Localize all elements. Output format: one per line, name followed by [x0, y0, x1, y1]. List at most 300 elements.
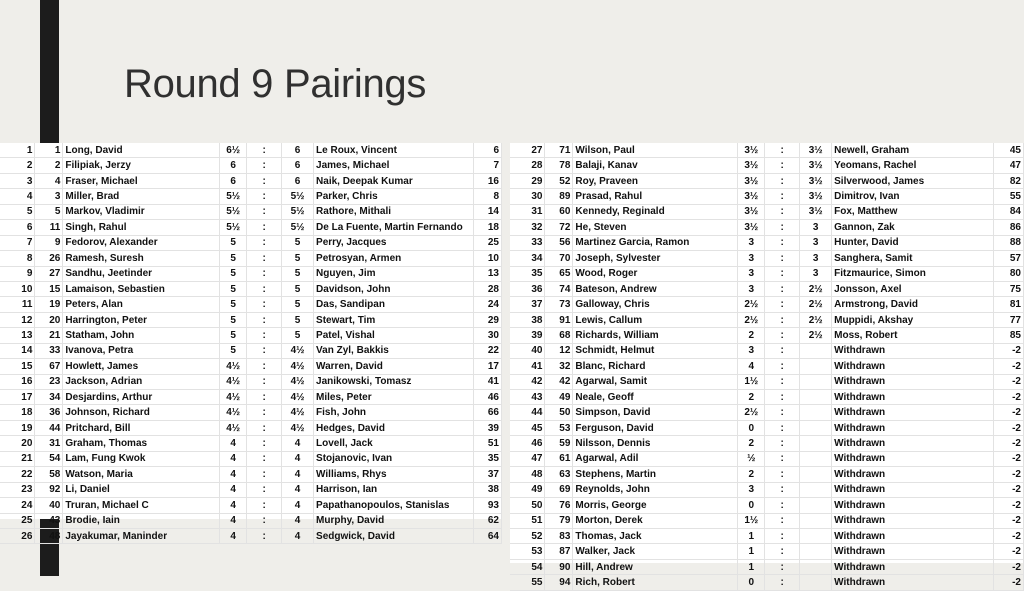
black-seed-cell: 85 — [993, 328, 1023, 343]
black-score-cell: 4 — [282, 498, 314, 513]
white-score-cell: 4 — [220, 528, 247, 543]
black-score-cell: 3½ — [800, 158, 832, 173]
white-seed-cell: 89 — [545, 189, 573, 204]
black-seed-cell: -2 — [993, 513, 1023, 528]
separator-cell: : — [247, 143, 282, 158]
white-seed-cell: 69 — [545, 482, 573, 497]
black-player-cell: Rathore, Mithali — [314, 204, 474, 219]
black-score-cell: 5½ — [282, 189, 314, 204]
black-seed-cell: 57 — [993, 251, 1023, 266]
table-row — [510, 436, 1024, 451]
black-score-cell: 2½ — [800, 297, 832, 312]
white-seed-cell: 74 — [545, 281, 573, 296]
board-number-cell: 30 — [510, 189, 545, 204]
black-player-cell: Withdrawn — [832, 467, 994, 482]
separator-cell: : — [765, 266, 800, 281]
white-seed-cell: 2 — [35, 158, 63, 173]
separator-cell: : — [765, 328, 800, 343]
separator-cell: : — [247, 297, 282, 312]
black-score-cell: 4½ — [282, 390, 314, 405]
board-number-cell: 5 — [0, 204, 35, 219]
white-player-cell: Graham, Thomas — [63, 436, 220, 451]
black-seed-cell: 7 — [474, 158, 502, 173]
white-seed-cell: 12 — [545, 343, 573, 358]
table-row — [0, 297, 502, 312]
board-number-cell: 50 — [510, 498, 545, 513]
white-seed-cell: 79 — [545, 513, 573, 528]
separator-cell: : — [765, 420, 800, 435]
separator-cell: : — [247, 328, 282, 343]
white-seed-cell: 52 — [545, 173, 573, 188]
black-score-cell: 2½ — [800, 281, 832, 296]
white-seed-cell: 87 — [545, 544, 573, 559]
white-seed-cell: 44 — [35, 420, 63, 435]
table-row — [0, 235, 502, 250]
white-player-cell: Brodie, Iain — [63, 513, 220, 528]
white-player-cell: Fedorov, Alexander — [63, 235, 220, 250]
white-seed-cell: 31 — [35, 436, 63, 451]
table-row — [510, 467, 1024, 482]
black-seed-cell: 38 — [474, 482, 502, 497]
black-seed-cell: -2 — [993, 343, 1023, 358]
white-score-cell: 1½ — [738, 513, 765, 528]
board-number-cell: 4 — [0, 189, 35, 204]
slide-title: Round 9 Pairings — [124, 62, 427, 106]
white-seed-cell: 56 — [545, 235, 573, 250]
white-player-cell: Rich, Robert — [573, 575, 738, 590]
white-score-cell: 2 — [738, 390, 765, 405]
black-player-cell: Warren, David — [314, 359, 474, 374]
black-player-cell: Harrison, Ian — [314, 482, 474, 497]
table-row — [0, 498, 502, 513]
white-player-cell: Filipiak, Jerzy — [63, 158, 220, 173]
white-score-cell: ½ — [738, 451, 765, 466]
black-player-cell: Withdrawn — [832, 405, 994, 420]
black-seed-cell: 80 — [993, 266, 1023, 281]
white-score-cell: 2 — [738, 328, 765, 343]
white-player-cell: Morris, George — [573, 498, 738, 513]
white-seed-cell: 58 — [35, 467, 63, 482]
black-player-cell: James, Michael — [314, 158, 474, 173]
black-seed-cell: 77 — [993, 312, 1023, 327]
separator-cell: : — [765, 482, 800, 497]
black-score-cell — [800, 467, 832, 482]
white-player-cell: Kennedy, Reginald — [573, 204, 738, 219]
black-seed-cell: -2 — [993, 359, 1023, 374]
black-score-cell — [800, 498, 832, 513]
black-seed-cell: -2 — [993, 374, 1023, 389]
board-number-cell: 47 — [510, 451, 545, 466]
separator-cell: : — [765, 297, 800, 312]
black-player-cell: Withdrawn — [832, 343, 994, 358]
separator-cell: : — [765, 436, 800, 451]
white-score-cell: 5 — [220, 281, 247, 296]
board-number-cell: 17 — [0, 390, 35, 405]
table-row — [510, 189, 1024, 204]
black-seed-cell: -2 — [993, 436, 1023, 451]
white-score-cell: 5 — [220, 343, 247, 358]
board-number-cell: 39 — [510, 328, 545, 343]
table-row — [0, 281, 502, 296]
table-row — [510, 390, 1024, 405]
table-row — [0, 528, 502, 543]
separator-cell: : — [765, 281, 800, 296]
black-player-cell: Armstrong, David — [832, 297, 994, 312]
board-number-cell: 29 — [510, 173, 545, 188]
separator-cell: : — [247, 204, 282, 219]
black-player-cell: Withdrawn — [832, 498, 994, 513]
board-number-cell: 25 — [0, 513, 35, 528]
table-row — [0, 405, 502, 420]
table-row — [0, 374, 502, 389]
white-score-cell: 3½ — [738, 189, 765, 204]
black-score-cell — [800, 343, 832, 358]
white-player-cell: Wood, Roger — [573, 266, 738, 281]
separator-cell: : — [765, 528, 800, 543]
separator-cell: : — [247, 528, 282, 543]
white-seed-cell: 94 — [545, 575, 573, 590]
white-player-cell: Singh, Rahul — [63, 220, 220, 235]
black-seed-cell: -2 — [993, 544, 1023, 559]
white-player-cell: Schmidt, Helmut — [573, 343, 738, 358]
white-score-cell: 1½ — [738, 374, 765, 389]
white-seed-cell: 72 — [545, 220, 573, 235]
white-player-cell: Simpson, David — [573, 405, 738, 420]
separator-cell: : — [765, 235, 800, 250]
white-seed-cell: 32 — [545, 359, 573, 374]
board-number-cell: 18 — [0, 405, 35, 420]
separator-cell: : — [247, 390, 282, 405]
table-row — [0, 390, 502, 405]
white-seed-cell: 90 — [545, 559, 573, 574]
black-seed-cell: 55 — [993, 189, 1023, 204]
table-row — [510, 281, 1024, 296]
board-number-cell: 54 — [510, 559, 545, 574]
white-player-cell: Harrington, Peter — [63, 312, 220, 327]
board-number-cell: 3 — [0, 173, 35, 188]
board-number-cell: 46 — [510, 436, 545, 451]
white-seed-cell: 60 — [545, 204, 573, 219]
board-number-cell: 28 — [510, 158, 545, 173]
white-seed-cell: 21 — [35, 328, 63, 343]
white-score-cell: 0 — [738, 420, 765, 435]
board-number-cell: 21 — [0, 451, 35, 466]
white-score-cell: 4½ — [220, 390, 247, 405]
black-seed-cell: 24 — [474, 297, 502, 312]
white-score-cell: 3 — [738, 266, 765, 281]
white-score-cell: 4 — [220, 513, 247, 528]
black-score-cell: 3 — [800, 220, 832, 235]
black-player-cell: Withdrawn — [832, 575, 994, 590]
black-score-cell: 5 — [282, 328, 314, 343]
separator-cell: : — [247, 436, 282, 451]
table-row — [0, 189, 502, 204]
black-score-cell: 5½ — [282, 220, 314, 235]
black-player-cell: Muppidi, Akshay — [832, 312, 994, 327]
separator-cell: : — [247, 359, 282, 374]
table-row — [510, 559, 1024, 574]
white-seed-cell: 5 — [35, 204, 63, 219]
white-seed-cell: 92 — [35, 482, 63, 497]
white-player-cell: Stephens, Martin — [573, 467, 738, 482]
black-score-cell — [800, 528, 832, 543]
board-number-cell: 12 — [0, 312, 35, 327]
white-player-cell: Miller, Brad — [63, 189, 220, 204]
black-player-cell: Withdrawn — [832, 390, 994, 405]
white-player-cell: Li, Daniel — [63, 482, 220, 497]
black-player-cell: Sanghera, Samit — [832, 251, 994, 266]
board-number-cell: 55 — [510, 575, 545, 590]
black-seed-cell: 29 — [474, 312, 502, 327]
white-player-cell: Joseph, Sylvester — [573, 251, 738, 266]
table-row — [0, 359, 502, 374]
black-player-cell: Withdrawn — [832, 513, 994, 528]
black-player-cell: Stojanovic, Ivan — [314, 451, 474, 466]
black-player-cell: Le Roux, Vincent — [314, 143, 474, 158]
black-seed-cell: 16 — [474, 173, 502, 188]
board-number-cell: 36 — [510, 281, 545, 296]
black-seed-cell: 51 — [474, 436, 502, 451]
black-seed-cell: 66 — [474, 405, 502, 420]
separator-cell: : — [765, 559, 800, 574]
black-seed-cell: -2 — [993, 559, 1023, 574]
black-player-cell: Withdrawn — [832, 359, 994, 374]
board-number-cell: 7 — [0, 235, 35, 250]
white-player-cell: Pritchard, Bill — [63, 420, 220, 435]
black-score-cell: 3 — [800, 266, 832, 281]
pairings-rows-right — [510, 143, 1024, 590]
black-player-cell: De La Fuente, Martin Fernando — [314, 220, 474, 235]
board-number-cell: 38 — [510, 312, 545, 327]
white-player-cell: Galloway, Chris — [573, 297, 738, 312]
white-score-cell: 3½ — [738, 204, 765, 219]
separator-cell: : — [247, 343, 282, 358]
board-number-cell: 37 — [510, 297, 545, 312]
white-score-cell: 5 — [220, 297, 247, 312]
white-seed-cell: 76 — [545, 498, 573, 513]
white-player-cell: Desjardins, Arthur — [63, 390, 220, 405]
separator-cell: : — [765, 220, 800, 235]
white-score-cell: 2 — [738, 467, 765, 482]
black-player-cell: Fitzmaurice, Simon — [832, 266, 994, 281]
board-number-cell: 32 — [510, 220, 545, 235]
table-row — [510, 575, 1024, 590]
black-seed-cell: -2 — [993, 482, 1023, 497]
black-seed-cell: 84 — [993, 204, 1023, 219]
board-number-cell: 22 — [0, 467, 35, 482]
white-score-cell: 3 — [738, 482, 765, 497]
table-row — [0, 328, 502, 343]
separator-cell: : — [765, 544, 800, 559]
white-score-cell: 5 — [220, 312, 247, 327]
white-score-cell: 6 — [220, 173, 247, 188]
black-seed-cell: 75 — [993, 281, 1023, 296]
black-player-cell: Moss, Robert — [832, 328, 994, 343]
black-seed-cell: 41 — [474, 374, 502, 389]
black-score-cell: 3½ — [800, 173, 832, 188]
board-number-cell: 53 — [510, 544, 545, 559]
pairings-table-left — [0, 143, 502, 542]
black-seed-cell: -2 — [993, 451, 1023, 466]
board-number-cell: 15 — [0, 359, 35, 374]
separator-cell: : — [247, 281, 282, 296]
black-player-cell: Sedgwick, David — [314, 528, 474, 543]
black-player-cell: Stewart, Tim — [314, 312, 474, 327]
black-seed-cell: 86 — [993, 220, 1023, 235]
black-score-cell: 5 — [282, 281, 314, 296]
white-score-cell: 5 — [220, 328, 247, 343]
table-row — [510, 420, 1024, 435]
white-score-cell: 6½ — [220, 143, 247, 158]
board-number-cell: 41 — [510, 359, 545, 374]
black-score-cell — [800, 374, 832, 389]
black-seed-cell: -2 — [993, 575, 1023, 590]
black-seed-cell: 17 — [474, 359, 502, 374]
white-seed-cell: 53 — [545, 420, 573, 435]
white-seed-cell: 33 — [35, 343, 63, 358]
table-row — [0, 158, 502, 173]
white-seed-cell: 65 — [545, 266, 573, 281]
separator-cell: : — [247, 266, 282, 281]
table-row — [510, 482, 1024, 497]
black-score-cell: 5 — [282, 312, 314, 327]
separator-cell: : — [765, 575, 800, 590]
table-row — [0, 204, 502, 219]
black-score-cell: 2½ — [800, 312, 832, 327]
white-player-cell: Lewis, Callum — [573, 312, 738, 327]
black-seed-cell: 28 — [474, 281, 502, 296]
separator-cell: : — [247, 189, 282, 204]
board-number-cell: 42 — [510, 374, 545, 389]
board-number-cell: 35 — [510, 266, 545, 281]
table-row — [0, 451, 502, 466]
white-seed-cell: 26 — [35, 251, 63, 266]
black-player-cell: Hunter, David — [832, 235, 994, 250]
white-player-cell: Jayakumar, Maninder — [63, 528, 220, 543]
white-score-cell: 3½ — [738, 173, 765, 188]
white-score-cell: 4½ — [220, 420, 247, 435]
black-player-cell: Gannon, Zak — [832, 220, 994, 235]
black-seed-cell: 30 — [474, 328, 502, 343]
black-player-cell: Withdrawn — [832, 559, 994, 574]
black-seed-cell: 25 — [474, 235, 502, 250]
separator-cell: : — [247, 374, 282, 389]
white-score-cell: 6 — [220, 158, 247, 173]
white-player-cell: Long, David — [63, 143, 220, 158]
black-score-cell — [800, 420, 832, 435]
white-player-cell: Markov, Vladimir — [63, 204, 220, 219]
separator-cell: : — [247, 220, 282, 235]
table-row — [510, 405, 1024, 420]
white-seed-cell: 9 — [35, 235, 63, 250]
black-seed-cell: -2 — [993, 467, 1023, 482]
separator-cell: : — [247, 251, 282, 266]
white-player-cell: Lam, Fung Kwok — [63, 451, 220, 466]
white-player-cell: Nilsson, Dennis — [573, 436, 738, 451]
black-score-cell — [800, 359, 832, 374]
board-number-cell: 34 — [510, 251, 545, 266]
table-row — [0, 143, 502, 158]
separator-cell: : — [765, 451, 800, 466]
white-score-cell: 2½ — [738, 312, 765, 327]
white-score-cell: 3 — [738, 251, 765, 266]
black-player-cell: Hedges, David — [314, 420, 474, 435]
separator-cell: : — [765, 143, 800, 158]
board-number-cell: 40 — [510, 343, 545, 358]
black-player-cell: Silverwood, James — [832, 173, 994, 188]
black-score-cell: 4 — [282, 436, 314, 451]
white-player-cell: Agarwal, Samit — [573, 374, 738, 389]
black-seed-cell: -2 — [993, 420, 1023, 435]
white-seed-cell: 50 — [545, 405, 573, 420]
board-number-cell: 31 — [510, 204, 545, 219]
white-player-cell: Morton, Derek — [573, 513, 738, 528]
black-player-cell: Perry, Jacques — [314, 235, 474, 250]
table-row — [510, 251, 1024, 266]
table-row — [510, 528, 1024, 543]
black-player-cell: Lovell, Jack — [314, 436, 474, 451]
board-number-cell: 14 — [0, 343, 35, 358]
black-player-cell: Withdrawn — [832, 482, 994, 497]
white-score-cell: 5½ — [220, 220, 247, 235]
table-row — [510, 173, 1024, 188]
table-row — [510, 328, 1024, 343]
white-seed-cell: 19 — [35, 297, 63, 312]
board-number-cell: 51 — [510, 513, 545, 528]
black-player-cell: Withdrawn — [832, 451, 994, 466]
white-score-cell: 4 — [220, 436, 247, 451]
table-row — [510, 498, 1024, 513]
table-row — [0, 467, 502, 482]
black-player-cell: Papathanopoulos, Stanislas — [314, 498, 474, 513]
black-score-cell: 3½ — [800, 189, 832, 204]
black-score-cell: 5½ — [282, 204, 314, 219]
white-player-cell: Richards, William — [573, 328, 738, 343]
black-seed-cell: 14 — [474, 204, 502, 219]
white-seed-cell: 73 — [545, 297, 573, 312]
white-seed-cell: 63 — [545, 467, 573, 482]
black-player-cell: Murphy, David — [314, 513, 474, 528]
pairings-rows-left — [0, 143, 502, 544]
white-score-cell: 4 — [738, 359, 765, 374]
board-number-cell: 16 — [0, 374, 35, 389]
black-score-cell — [800, 544, 832, 559]
white-seed-cell: 71 — [545, 143, 573, 158]
white-score-cell: 5½ — [220, 204, 247, 219]
white-player-cell: Truran, Michael C — [63, 498, 220, 513]
white-seed-cell: 61 — [545, 451, 573, 466]
white-seed-cell: 34 — [35, 390, 63, 405]
separator-cell: : — [765, 173, 800, 188]
black-seed-cell: 22 — [474, 343, 502, 358]
black-seed-cell: -2 — [993, 498, 1023, 513]
white-seed-cell: 42 — [545, 374, 573, 389]
white-player-cell: Johnson, Richard — [63, 405, 220, 420]
black-score-cell: 2½ — [800, 328, 832, 343]
separator-cell: : — [765, 189, 800, 204]
white-player-cell: Jackson, Adrian — [63, 374, 220, 389]
separator-cell: : — [247, 467, 282, 482]
separator-cell: : — [765, 158, 800, 173]
white-seed-cell: 48 — [35, 528, 63, 543]
black-player-cell: Withdrawn — [832, 420, 994, 435]
black-seed-cell: 13 — [474, 266, 502, 281]
black-player-cell: Withdrawn — [832, 374, 994, 389]
board-number-cell: 27 — [510, 143, 545, 158]
black-player-cell: Parker, Chris — [314, 189, 474, 204]
board-number-cell: 13 — [0, 328, 35, 343]
separator-cell: : — [765, 204, 800, 219]
